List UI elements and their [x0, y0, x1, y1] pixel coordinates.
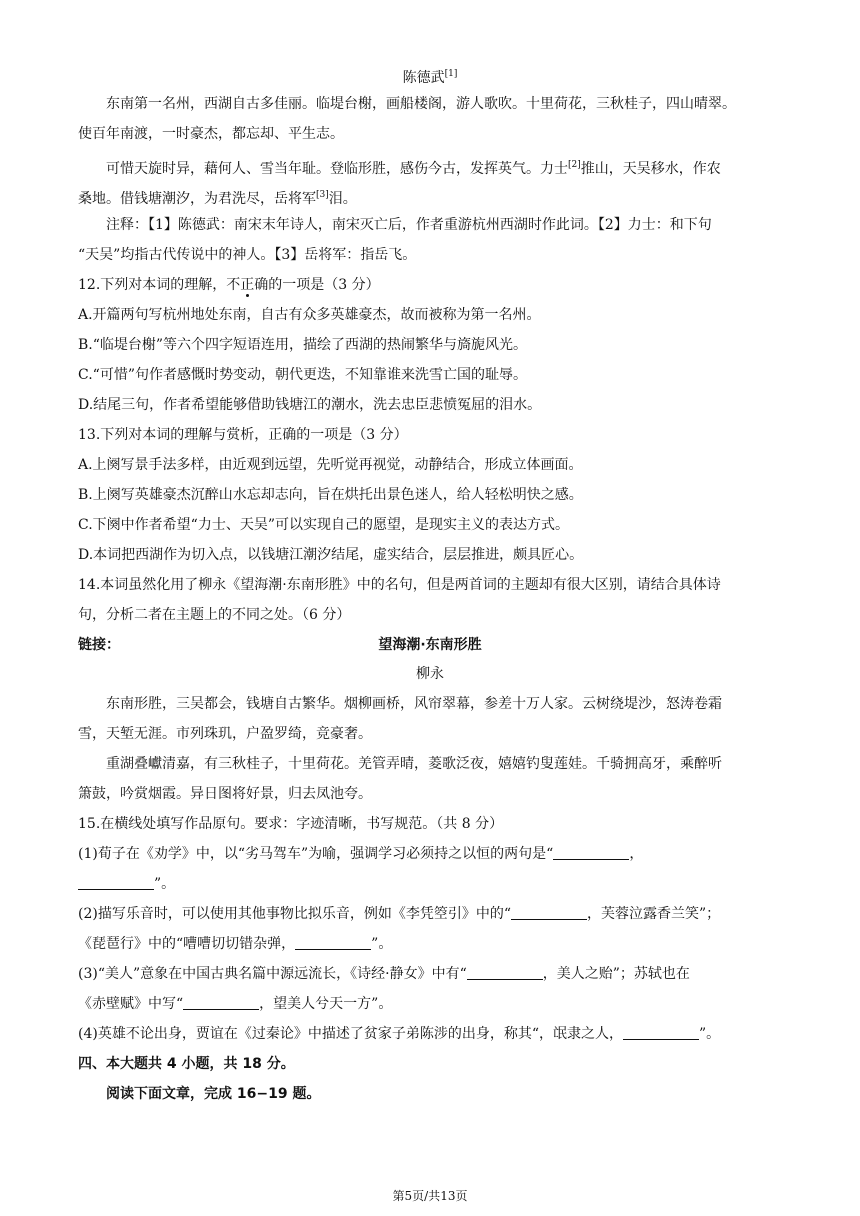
poem-notes-line1: 注释：【1】陈德武：南宋末年诗人，南宋灭亡后，作者重游杭州西湖时作此词。【2】力士：和下句: [106, 217, 712, 233]
answer-blank[interactable]: [295, 935, 371, 950]
q13-option-c: C.下阕中作者希望“力士、天吴”可以实现自己的愿望，是现实主义的表达方式。: [78, 517, 569, 533]
answer-blank[interactable]: [511, 905, 587, 920]
answer-blank[interactable]: [467, 965, 543, 980]
page-number: 第5页/共13页: [392, 1189, 468, 1203]
link-label: 链接：: [78, 637, 120, 653]
poem-stanza1-line1: 东南第一名州，西湖自古多佳丽。临堤台榭，画船楼阁，游人歌吹。十里荷花，三秋桂子，四山晴翠。: [106, 96, 736, 112]
answer-blank[interactable]: [78, 875, 154, 890]
link-line1: 东南形胜，三吴都会，钱塘自古繁华。烟柳画桥，风帘翠幕，参差十万人家。云树绕堤沙，怒涛卷霜: [106, 696, 722, 712]
q15-part3-line1: (3)“美人”意象在中国古典名篇中源远流长，《诗经·静女》中有“ ，美人之贻”；苏轼也在: [78, 966, 690, 982]
q13-option-d: D.本词把西湖作为切入点，以钱塘江潮汐结尾，虚实结合，层层推进，颇具匠心。: [78, 547, 584, 563]
q15-part2-line2: 《琵琶行》中的“嘈嘈切切错杂弹， ”。: [78, 936, 393, 952]
poem-stanza2-line1: 可惜天旋时异，藉何人、雪当年耻。登临形胜，感伤今古，发挥英气。力士[2]推山，天吴移水，作农: [106, 160, 721, 177]
note-mark-2: [2]: [568, 160, 581, 170]
q15-part1-line2: ”。: [78, 874, 784, 894]
poem-author: 陈德武[1]: [402, 69, 458, 86]
q13-option-b: B.上阕写英雄豪杰沉醉山水忘却志向，旨在烘托出景色迷人，给人轻松明快之感。: [78, 487, 583, 503]
answer-blank[interactable]: [183, 995, 259, 1010]
q12-stem: 12.下列对本词的理解，不正确的一项是（3 分）: [78, 277, 380, 293]
emphasis-dot: 正: [240, 277, 255, 293]
note-mark-3: [3]: [316, 190, 329, 200]
q12-option-b: B.“临堤台榭”等六个四字短语连用，描绘了西湖的热闹繁华与旖旎风光。: [78, 337, 528, 353]
q15-part4-line1: (4)英雄不论出身，贾谊在《过秦论》中描述了贫家子弟陈涉的出身，称其“，氓隶之人， ”。: [78, 1026, 721, 1042]
note-mark-1: [1]: [444, 69, 458, 79]
poem-notes-line2: “天吴”均指古代传说中的神人。【3】岳将军：指岳飞。: [78, 247, 417, 263]
poem-stanza2-line2: 桑地。借钱塘潮汐，为君洗尽，岳将军[3]泪。: [78, 190, 357, 207]
answer-blank[interactable]: [623, 1025, 699, 1040]
answer-blank[interactable]: [553, 845, 629, 860]
section-instruction: 阅读下面文章，完成 16−19 题。: [106, 1086, 321, 1102]
q12-option-a: A.开篇两句写杭州地处东南，自古有众多英雄豪杰，故而被称为第一名州。: [78, 307, 541, 323]
q13-option-a: A.上阕写景手法多样，由近观到远望，先听觉再视觉，动静结合，形成立体画面。: [78, 457, 583, 473]
q15-stem: 15.在横线处填写作品原句。要求：字迹清晰，书写规范。（共 8 分）: [78, 816, 504, 832]
q15-part2-line1: (2)描写乐音时，可以使用其他事物比拟乐音，例如《李凭箜引》中的“ ，芙蓉泣露香兰笑”；: [78, 906, 721, 922]
link-author: 柳永: [416, 666, 444, 682]
link-line4: 箫鼓，吟赏烟霞。异日图将好景，归去凤池夸。: [78, 786, 372, 802]
q15-part1-line1: (1)荀子在《劝学》中，以“劣马驾车”为喻，强调学习必须持之以恒的两句是“ ，: [78, 846, 644, 862]
section-heading: 四、本大题共 4 小题，共 18 分。: [78, 1056, 295, 1072]
q14-line1: 14.本词虽然化用了柳永《望海潮·东南形胜》中的名句，但是两首词的主题却有很大区别，请结合具体诗: [78, 577, 721, 593]
q15-part3-line2: 《赤壁赋》中写“ ，望美人兮天一方”。: [78, 996, 393, 1012]
q12-option-d: D.结尾三句，作者希望能够借助钱塘江的潮水，洗去忠臣悲愤冤屈的泪水。: [78, 397, 542, 413]
q12-option-c: C.“可惜”句作者感慨时势变动，朝代更迭，不知靠谁来洗雪亡国的耻辱。: [78, 367, 527, 383]
q14-line2: 句，分析二者在主题上的不同之处。（6 分）: [78, 607, 351, 623]
q13-stem: 13.下列对本词的理解与赏析，正确的一项是（3 分）: [78, 427, 408, 443]
link-line2: 雪，天堑无涯。市列珠玑，户盈罗绮，竞豪奢。: [78, 726, 372, 742]
link-line3: 重湖叠巘清嘉，有三秋桂子，十里荷花。羌管弄晴，菱歌泛夜，嬉嬉钓叟莲娃。千骑拥高牙，乘醉听: [106, 756, 722, 772]
poem-stanza1-line2: 使百年南渡，一时豪杰，都忘却、平生志。: [78, 126, 344, 142]
link-title: 望海潮·东南形胜: [378, 637, 482, 653]
